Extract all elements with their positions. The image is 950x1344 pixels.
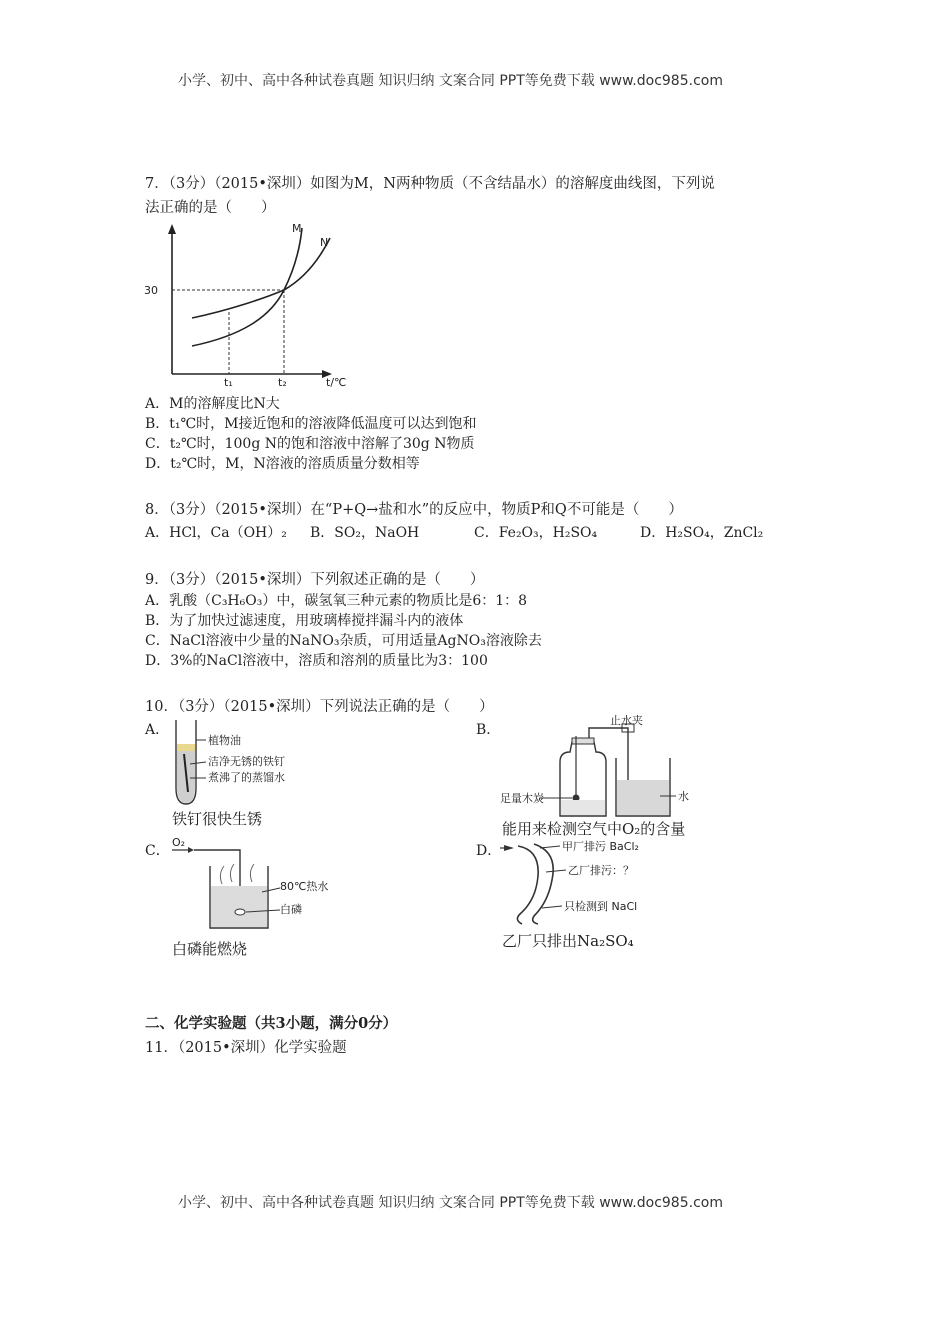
bottle-stopper — [572, 738, 594, 744]
q10-c-caption: 白磷能燃烧 — [172, 940, 248, 958]
curve-n-label: N — [320, 236, 329, 249]
q8-option-b: B．SO₂，NaOH — [310, 525, 420, 541]
beaker-water — [617, 780, 669, 815]
page-header: 小学、初中、高中各种试卷真题 知识归纳 文案合同 PPT等免费下载 www.doc985.com — [178, 73, 723, 89]
clamp-label: 止水夹 — [610, 714, 643, 727]
q7-stem-line2: 法正确的是（ ） — [145, 200, 276, 216]
curve-n — [192, 238, 330, 318]
q10-b-letter: B． — [476, 722, 501, 738]
white-phosphorus — [235, 909, 245, 915]
q9-stem: 9．（3分）（2015•深圳）下列叙述正确的是（ ） — [145, 572, 485, 588]
q8-stem: 8．（3分）（2015•深圳）在“P+Q→盐和水”的反应中，物质P和Q不可能是（ ） — [145, 502, 683, 518]
q10-b-diagram — [500, 712, 700, 820]
q10-d-caption: 乙厂只排出Na₂SO₄ — [502, 932, 634, 950]
q8-option-a: A．HCl，Ca（OH）₂ — [145, 525, 287, 541]
q10-a-diagram — [168, 718, 308, 808]
factory-b-label: 乙厂排污：？ — [568, 864, 634, 877]
solubility-graph — [140, 218, 360, 390]
charcoal-label: 足量木炭 — [500, 792, 544, 805]
smoke — [220, 864, 254, 884]
x-unit-label: t/℃ — [326, 376, 347, 389]
boiled-water-label: 煮沸了的蒸馏水 — [208, 771, 285, 784]
q8-option-c: C．Fe₂O₃，H₂SO₄ — [474, 525, 598, 541]
q10-c-letter: C． — [145, 843, 170, 859]
hot-water-label: 80℃热水 — [280, 880, 329, 893]
bottle-water — [561, 800, 605, 815]
phosphorus-label: 白磷 — [280, 903, 302, 916]
q7-option-c: C．t₂℃时，100g N的饱和溶液中溶解了30g N物质 — [145, 436, 475, 452]
factory-a-label: 甲厂排污 BaCl₂ — [562, 840, 639, 853]
q7-stem-line1: 7．（3分）（2015•深圳）如图为M，N两种物质（不含结晶水）的溶解度曲线图，下列说 — [145, 176, 715, 192]
q10-d-letter: D． — [476, 843, 502, 859]
q7-option-b: B．t₁℃时，M接近饱和的溶液降低温度可以达到饱和 — [145, 416, 477, 432]
curve-m-label: M — [292, 222, 302, 235]
q7-option-d: D．t₂℃时，M，N溶液的溶质质量分数相等 — [145, 456, 420, 472]
section-2-title: 二、化学实验题（共3小题，满分0分） — [145, 1015, 398, 1032]
o2-label: O₂ — [172, 836, 186, 849]
q9-option-c: C．NaCl溶液中少量的NaNO₃杂质，可用适量AgNO₃溶液除去 — [145, 633, 542, 649]
nail-label: 洁净无锈的铁钉 — [208, 755, 285, 768]
oil-label: 植物油 — [208, 734, 241, 747]
t2-label: t₂ — [278, 376, 287, 389]
q10-stem: 10．（3分）（2015•深圳）下列说法正确的是（ ） — [145, 699, 494, 715]
q10-d-diagram — [500, 836, 680, 928]
q10-b-caption: 能用来检测空气中O₂的含量 — [502, 820, 686, 838]
page-footer: 小学、初中、高中各种试卷真题 知识归纳 文案合同 PPT等免费下载 www.doc985.com — [178, 1195, 723, 1211]
curve-m — [192, 228, 302, 346]
q7-option-a: A．M的溶解度比N大 — [145, 396, 280, 412]
q9-option-d: D．3%的NaCl溶液中，溶质和溶剂的质量比为3：100 — [145, 653, 488, 669]
t1-label: t₁ — [224, 376, 233, 389]
q9-option-a: A．乳酸（C₃H₆O₃）中，碳氢氧三种元素的物质比是6：1：8 — [145, 593, 528, 609]
q8-option-d: D．H₂SO₄，ZnCl₂ — [640, 525, 764, 541]
hot-water — [211, 886, 267, 927]
q10-a-caption: 铁钉很快生锈 — [172, 810, 263, 828]
river-bank-right — [533, 844, 554, 924]
q10-c-diagram — [170, 836, 329, 934]
y-value-label: 30 — [144, 284, 158, 297]
y-axis-arrow — [168, 224, 176, 234]
oil-layer — [177, 744, 195, 751]
water-label: 水 — [678, 790, 689, 803]
detect-label: 只检测到 NaCl — [564, 900, 638, 913]
river-bank-left — [517, 846, 538, 924]
q10-a-letter: A． — [145, 722, 170, 738]
q9-option-b: B．为了加快过滤速度，用玻璃棒搅拌漏斗内的液体 — [145, 613, 464, 629]
q11-stem: 11．（2015•深圳）化学实验题 — [145, 1040, 347, 1056]
